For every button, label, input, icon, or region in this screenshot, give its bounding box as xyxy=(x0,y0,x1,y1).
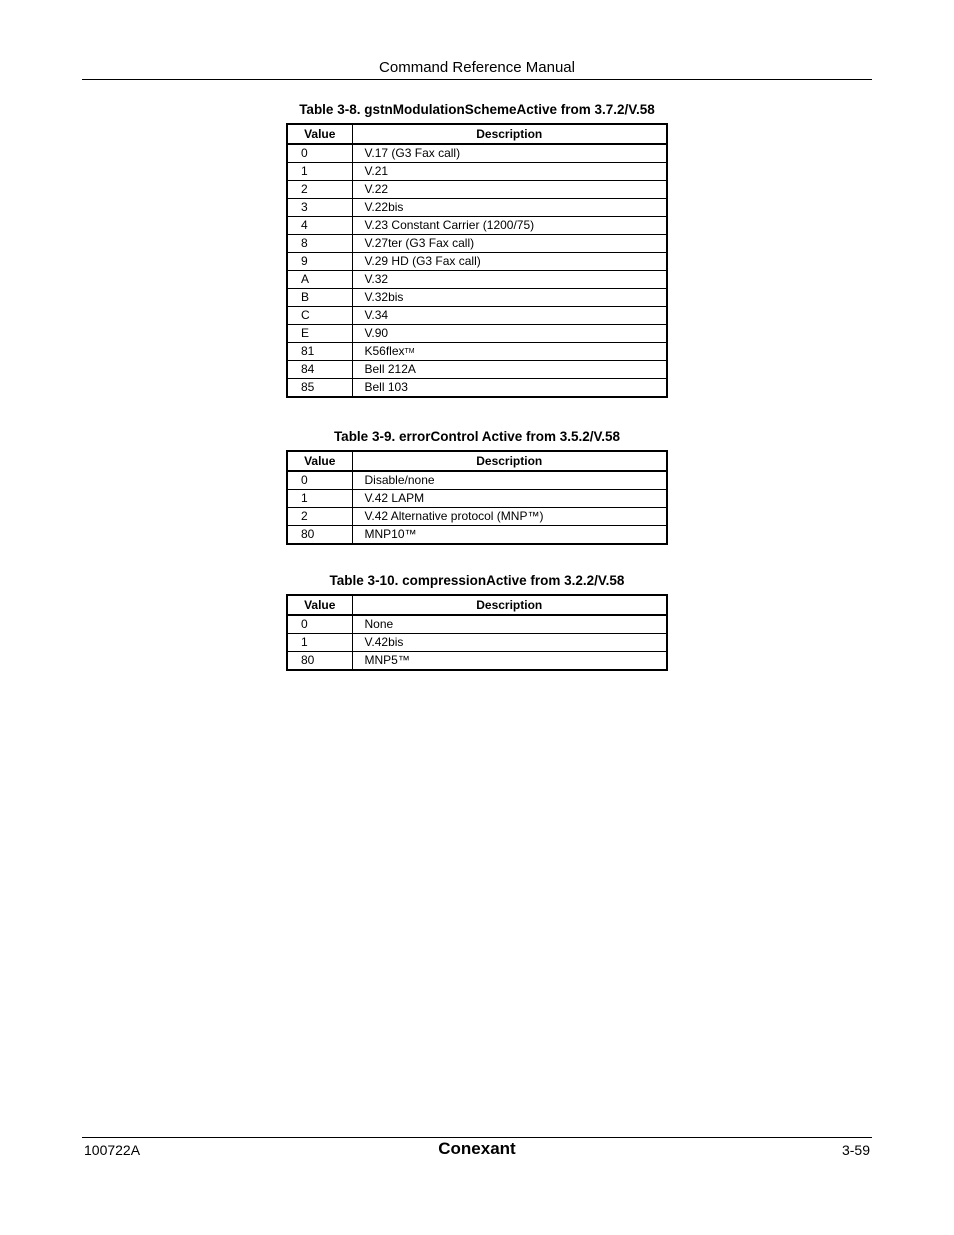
table-row xyxy=(287,361,667,379)
table-row xyxy=(287,181,667,199)
cell-value: 1 xyxy=(287,490,352,508)
cell-description: V.21 xyxy=(352,163,667,181)
footer-rule xyxy=(82,1137,872,1138)
column-header-value: Value xyxy=(287,124,352,144)
cell-value: 84 xyxy=(287,361,352,379)
table-row xyxy=(287,490,667,508)
cell-description: MNP10™ xyxy=(352,526,667,545)
cell-description: V.27ter (G3 Fax call) xyxy=(352,235,667,253)
cell-description: V.42 LAPM xyxy=(352,490,667,508)
table-3-9-caption: Table 3-9. errorControl Active from 3.5.2/V.58 xyxy=(333,429,621,444)
footer-page-number: 3-59 xyxy=(841,1142,870,1158)
table-3-9 xyxy=(286,450,668,545)
table-row xyxy=(287,217,667,235)
cell-description: V.42 Alternative protocol (MNP™) xyxy=(352,508,667,526)
cell-value: 81 xyxy=(287,343,352,361)
table-3-10-caption: Table 3-10. compressionActive from 3.2.2/V.58 xyxy=(329,573,625,588)
column-header-description: Description xyxy=(352,595,667,615)
cell-description: V.34 xyxy=(352,307,667,325)
cell-description: V.32bis xyxy=(352,289,667,307)
cell-description: MNP5™ xyxy=(352,652,667,671)
table-row xyxy=(287,325,667,343)
table-row xyxy=(287,526,667,545)
table-row xyxy=(287,471,667,490)
cell-value: 8 xyxy=(287,235,352,253)
cell-value: 80 xyxy=(287,526,352,545)
footer-company: Conexant xyxy=(438,1139,516,1158)
page-header-title: Command Reference Manual xyxy=(379,59,575,76)
cell-value: 0 xyxy=(301,617,308,631)
table-row xyxy=(287,634,667,652)
cell-description: None xyxy=(352,615,667,634)
column-header-value: Value xyxy=(287,595,352,615)
cell-value: 1 xyxy=(287,634,352,652)
table-row xyxy=(287,307,667,325)
cell-value: 4 xyxy=(287,217,352,235)
cell-description: V.90 xyxy=(352,325,667,343)
table-row xyxy=(287,199,667,217)
table-row xyxy=(287,508,667,526)
trademark-mark: TM xyxy=(404,348,415,355)
cell-value: 80 xyxy=(287,652,352,671)
header-rule xyxy=(82,79,872,80)
cell-value: 2 xyxy=(287,508,352,526)
table-row xyxy=(287,652,667,671)
cell-description: Bell 212A xyxy=(352,361,667,379)
column-header-description: Description xyxy=(352,451,667,471)
cell-description: V.42bis xyxy=(352,634,667,652)
cell-value: B xyxy=(287,289,352,307)
cell-value: 2 xyxy=(287,181,352,199)
cell-description-text: K56flex xyxy=(364,344,405,358)
table-3-8-caption: Table 3-8. gstnModulationSchemeActive from 3.7.2/V.58 xyxy=(299,102,655,117)
column-header-value: Value xyxy=(287,451,352,471)
table-row xyxy=(287,379,667,398)
cell-description: V.17 (G3 Fax call) xyxy=(352,144,667,163)
table-3-8 xyxy=(286,123,668,398)
table-row xyxy=(287,343,667,361)
cell-description: V.32 xyxy=(352,271,667,289)
cell-description: V.22bis xyxy=(352,199,667,217)
table-row xyxy=(287,615,667,634)
cell-value: 85 xyxy=(287,379,352,398)
table-row xyxy=(287,289,667,307)
cell-description: V.22 xyxy=(352,181,667,199)
table-row xyxy=(287,235,667,253)
cell-value: 0 xyxy=(301,146,308,160)
cell-description xyxy=(352,343,667,361)
cell-value: 3 xyxy=(287,199,352,217)
cell-description: V.29 HD (G3 Fax call) xyxy=(352,253,667,271)
table-row xyxy=(287,271,667,289)
cell-value: C xyxy=(287,307,352,325)
cell-value: A xyxy=(287,271,352,289)
cell-description: V.23 Constant Carrier (1200/75) xyxy=(352,217,667,235)
table-row xyxy=(287,144,667,163)
footer-doc-number: 100722A xyxy=(84,1142,141,1158)
cell-value: 9 xyxy=(287,253,352,271)
table-row xyxy=(287,253,667,271)
cell-value: E xyxy=(287,325,352,343)
cell-value: 1 xyxy=(287,163,352,181)
cell-description: Disable/none xyxy=(352,471,667,490)
table-row xyxy=(287,163,667,181)
table-3-10 xyxy=(286,594,668,671)
column-header-description: Description xyxy=(352,124,667,144)
cell-value: 0 xyxy=(301,473,308,487)
cell-description: Bell 103 xyxy=(352,379,667,398)
